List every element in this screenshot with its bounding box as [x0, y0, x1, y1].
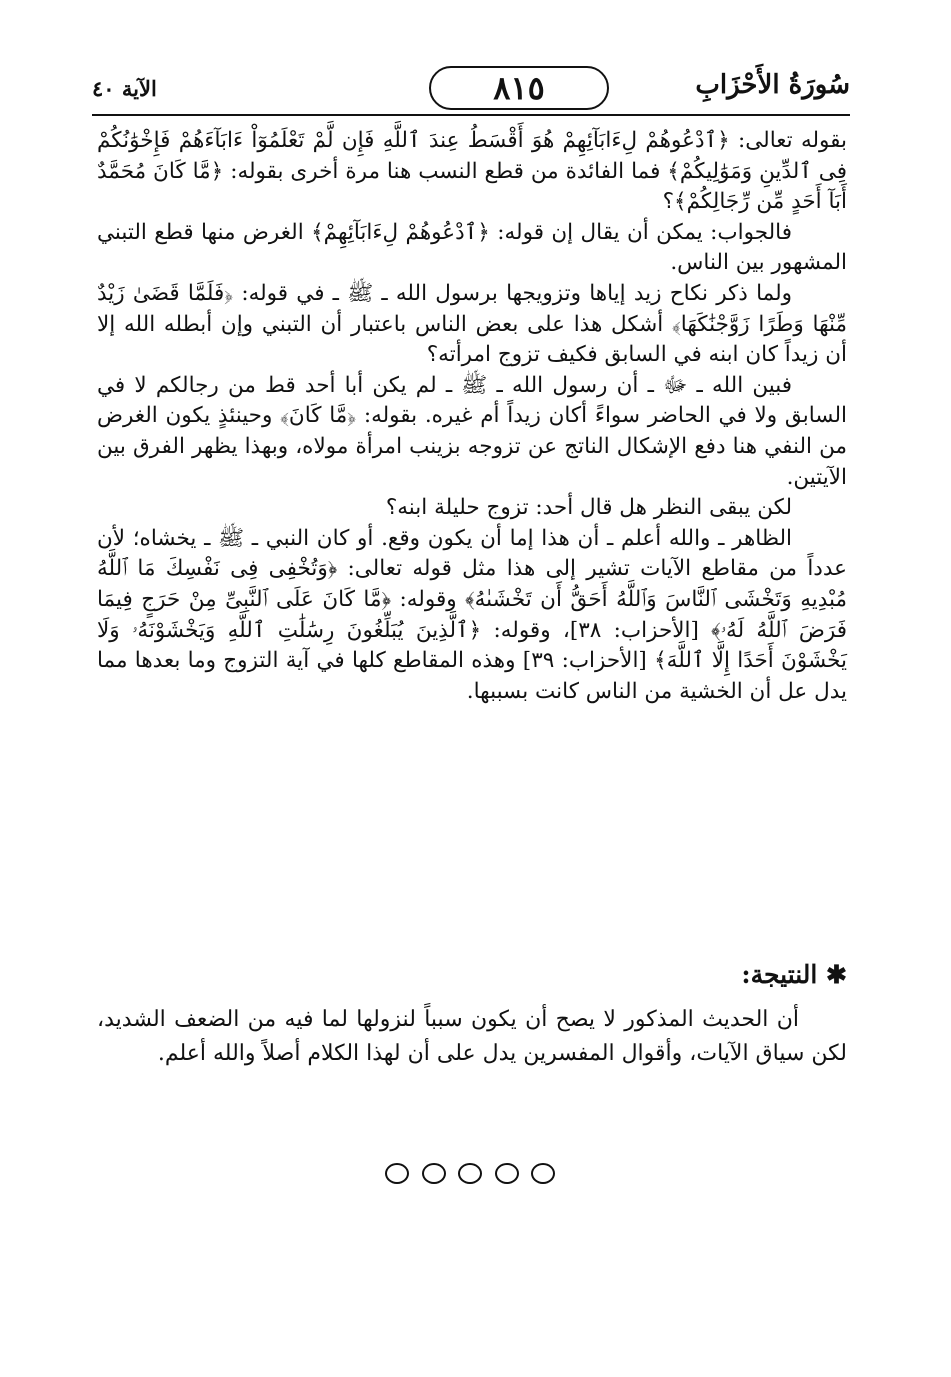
- paragraph: الظاهر ـ والله أعلم ـ أن هذا إما أن يكون وقع. أو كان النبي ـ ﷺ ـ يخشاه؛ لأن عدداً من مقاطع الآيات تشير إلى هذا مثل قوله تعالى: ﴿وَتُخْفِى فِى نَفْسِكَ مَا ٱللَّهُ مُبْدِيهِ وَتَخْشَى ٱلنَّاسَ وَٱللَّهُ أَحَقُّ أَن تَخْشَىٰهُ﴾ وقوله: ﴿مَّا كَانَ عَلَى ٱلنَّبِىِّ مِنْ حَرَجٍ فِيمَا فَرَضَ ٱللَّهُ لَهُۥ﴾ [الأحزاب: ٣٨]، وقوله: ﴿ٱلَّذِينَ يُبَلِّغُونَ رِسَٰلَٰتِ ٱللَّهِ وَيَخْشَوْنَهُۥ وَلَا يَخْشَوْنَ أَحَدًا إِلَّا ٱللَّهَ﴾ [الأحزاب: ٣٩] وهذه المقاطع كلها في آية التزوج وما بعدها مما يدل عل أن الخشية من الناس كانت بسببها.: [97, 525, 847, 704]
- paragraph: فبين الله ـ ﷻ ـ أن رسول الله ـ ﷺ ـ لم يكن أبا أحد قط من رجالكم لا في السابق ولا في الحاضر سواءً أكان زيداً أم غيره. بقوله: ﴿مَّا كَانَ﴾ وحينئذٍ يكون الغرض من النفي هنا دفع الإشكال الناتج عن تزوجه بزينب امرأة مولاه، وبهذا يظهر الفرق بين الآيتين.: [97, 372, 847, 490]
- paragraph: لكن يبقى النظر هل قال أحد: تزوج حليلة ابنه؟: [385, 495, 792, 521]
- paragraph: فالجواب: يمكن أن يقال إن قوله: ﴿ٱدْعُوهُمْ لِءَابَآئِهِمْ﴾ الغرض منها قطع التبني المشهور بين الناس.: [97, 219, 847, 276]
- header-divider: [92, 114, 850, 116]
- result-heading: ✱ النتيجة:: [741, 960, 847, 989]
- page-header: [92, 62, 850, 116]
- page-number: ٨١٥: [429, 66, 609, 110]
- ayah-label: الآية ٤٠: [92, 76, 157, 101]
- circle-ornament-icon: [422, 1163, 446, 1184]
- paragraph: بقوله تعالى: ﴿ٱدْعُوهُمْ لِءَابَآئِهِمْ هُوَ أَقْسَطُ عِندَ ٱللَّهِ فَإِن لَّمْ تَعْلَمُوٓاْ ءَابَآءَهُمْ فَإِخْوَٰنُكُمْ فِى ٱلدِّينِ وَمَوَٰلِيكُمْ﴾ فما الفائدة من قطع النسب هنا مرة أخرى بقوله: ﴿مَّا كَانَ مُحَمَّدٌ أَبَآ أَحَدٍ مِّن رِّجَالِكُمْ﴾؟: [97, 128, 847, 215]
- surah-name: سُورَةُ الأَحْزَابِ: [695, 70, 850, 100]
- circle-ornament-icon: [385, 1163, 409, 1184]
- result-section: [97, 1003, 847, 1071]
- section-end-ornament: [385, 1158, 555, 1188]
- circle-ornament-icon: [531, 1163, 555, 1184]
- paragraph: ولما ذكر نكاح زيد إياها وتزويجها برسول الله ـ ﷺ ـ في قوله: ﴿فَلَمَّا قَضَىٰ زَيْدٌ مِّنْهَا وَطَرًا زَوَّجْنَٰكَهَا﴾ أشكل هذا على بعض الناس باعتبار أن التبني وإن أبطله الله إلا أن زيداً كان ابنه في السابق فكيف تزوج امرأته؟: [97, 280, 847, 368]
- circle-ornament-icon: [495, 1163, 519, 1184]
- result-paragraph: أن الحديث المذكور لا يصح أن يكون سبباً لنزولها لما فيه من الضعف الشديد، لكن سياق الآيات، وأقوال المفسرين يدل على أن لهذا الكلام أصلاً والله أعلم.: [97, 1007, 847, 1066]
- main-text: [97, 126, 847, 707]
- circle-ornament-icon: [458, 1163, 482, 1184]
